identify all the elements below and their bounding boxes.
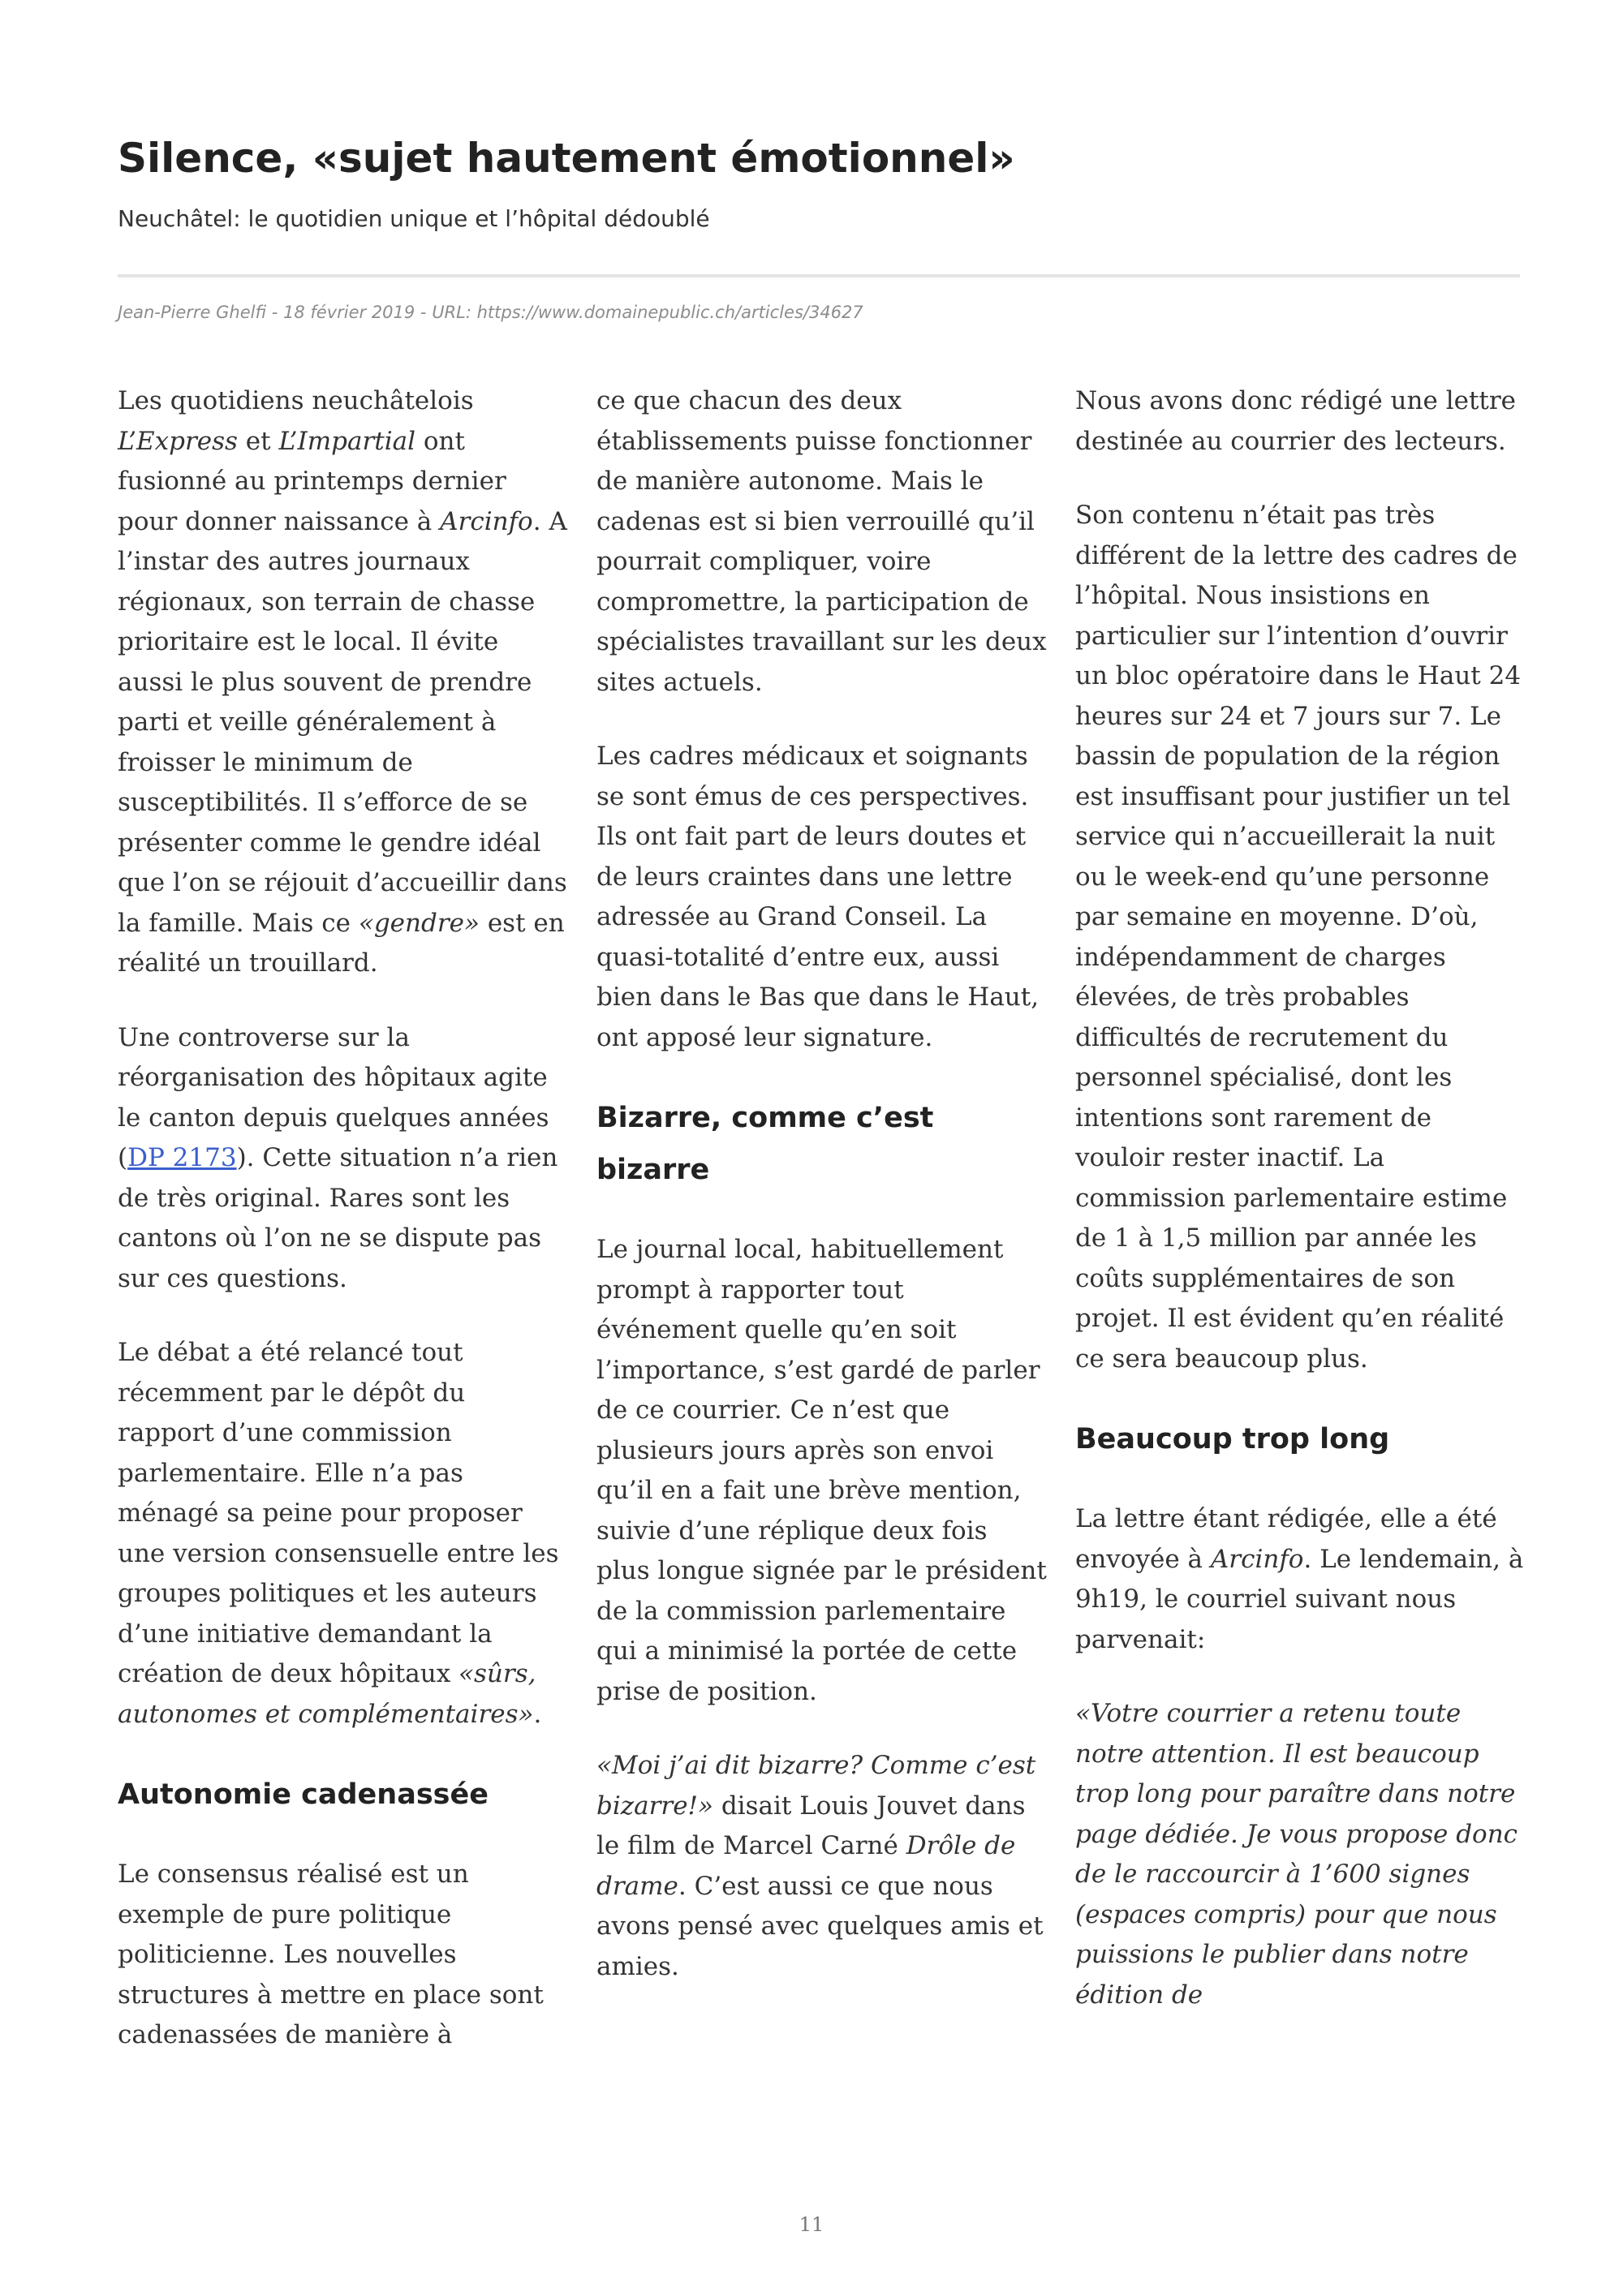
page-title: Silence, «sujet hautement émotionnel» xyxy=(118,135,1015,182)
section-heading: Beaucoup trop long xyxy=(1075,1423,1390,1455)
section-heading: Autonomie cadenassée xyxy=(118,1778,489,1811)
article-byline: Jean-Pierre Ghelfi - 18 février 2019 - URL: https://www.domainepublic.ch/articles/34627 xyxy=(118,303,863,322)
article-column-3 xyxy=(1075,381,1526,2049)
dp-2173-link[interactable]: DP 2173 xyxy=(127,1143,237,1172)
paragraph: «Votre courrier a retenu toute notre attention. Il est beaucoup trop long pour paraître dans notre page dédiée. Je vous propose donc de le raccourcir à 1’600 signes (espaces compris) pour que nous puissions le publier dans notre édition de xyxy=(1075,1699,1518,2010)
paragraph: Les quotidiens neuchâtelois L’Express et L’Impartial ont fusionné au printemps dernier pour donner naissance à Arcinfo. A l’instar des autres journaux régionaux, son terrain de chasse prioritaire est le local. Il évite aussi le plus souvent de prendre parti et veille généralement à froisser le minimum de susceptibilités. Il s’efforce de se présenter comme le gendre idéal que l’on se réjouit d’accueillir dans la famille. Mais ce «gendre» est en réalité un trouillard. xyxy=(118,386,567,978)
article-column-2 xyxy=(596,381,1047,2021)
page-number: 11 xyxy=(799,2213,824,2236)
paragraph: Son contenu n’était pas très différent de la lettre des cadres de l’hôpital. Nous insistions en particulier sur l’intention d’ouvrir un bloc opératoire dans le Haut 24 heures sur 24 et 7 jours sur 7. Le bassin de population de la région est insuffisant pour justifier un tel service qui n’accueillerait la nuit ou le week-end qu’une personne par semaine en moyenne. D’où, indépendamment de charges élevées, de très probables difficultés de recrutement du personnel spécialisé, dont les intentions sont rarement de vouloir rester inactif. La commission parlementaire estime de 1 à 1,5 million par année les coûts supplémentaires de son projet. Il est évident qu’en réalité ce sera beaucoup plus. xyxy=(1075,501,1522,1374)
section-heading: Bizarre, comme c’est bizarre xyxy=(596,1102,934,1186)
paragraph: «Moi j’ai dit bizarre? Comme c’est bizarre!» disait Louis Jouvet dans le film de Marcel Carné Drôle de drame. C’est aussi ce que nous avons pensé avec quelques amis et amies. xyxy=(596,1751,1044,1981)
paragraph: Le journal local, habituellement prompt à rapporter tout événement quelle qu’en soit l’importance, s’est gardé de parler de ce courrier. Ce n’est que plusieurs jours après son envoi qu’il en a fait une brève mention, suivie d’une réplique deux fois plus longue signée par le président de la commission parlementaire qui a minimisé la portée de cette prise de position. xyxy=(596,1235,1047,1706)
paragraph: Le consensus réalisé est un exemple de pure politique politicienne. Les nouvelles structures à mettre en place sont cadenassées de manière à xyxy=(118,1860,544,2049)
page-subtitle: Neuchâtel: le quotidien unique et l’hôpital dédoublé xyxy=(118,205,710,232)
paragraph: La lettre étant rédigée, elle a été envoyée à Arcinfo. Le lendemain, à 9h19, le courriel suivant nous parvenait: xyxy=(1075,1504,1524,1654)
paragraph: Une controverse sur la réorganisation des hôpitaux agite le canton depuis quelques années (DP 2173). Cette situation n’a rien de très original. Rares sont les cantons où l’on ne se dispute pas sur ces questions. xyxy=(118,1022,558,1293)
paragraph: Le débat a été relancé tout récemment par le dépôt du rapport d’une commission parlementaire. Elle n’a pas ménagé sa peine pour proposer une version consensuelle entre les groupes politiques et les auteurs d’une initiative demandant la création de deux hôpitaux «sûrs, autonomes et complémentaires». xyxy=(118,1338,559,1729)
paragraph: Les cadres médicaux et soignants se sont émus de ces perspectives. Ils ont fait part de leurs doutes et de leurs craintes dans une lettre adressée au Grand Conseil. La quasi-totalité d’entre eux, aussi bien dans le Bas que dans le Haut, ont apposé leur signature. xyxy=(596,742,1040,1052)
paragraph: Nous avons donc rédigé une lettre destinée au courrier des lecteurs. xyxy=(1075,386,1517,456)
article-column-1 xyxy=(118,381,568,2090)
paragraph: ce que chacun des deux établissements puisse fonctionner de manière autonome. Mais le cadenas est si bien verrouillé qu’il pourrait compliquer, voire compromettre, la participation de spécialistes travaillant sur les deux sites actuels. xyxy=(596,386,1047,697)
header-divider xyxy=(118,274,1520,277)
